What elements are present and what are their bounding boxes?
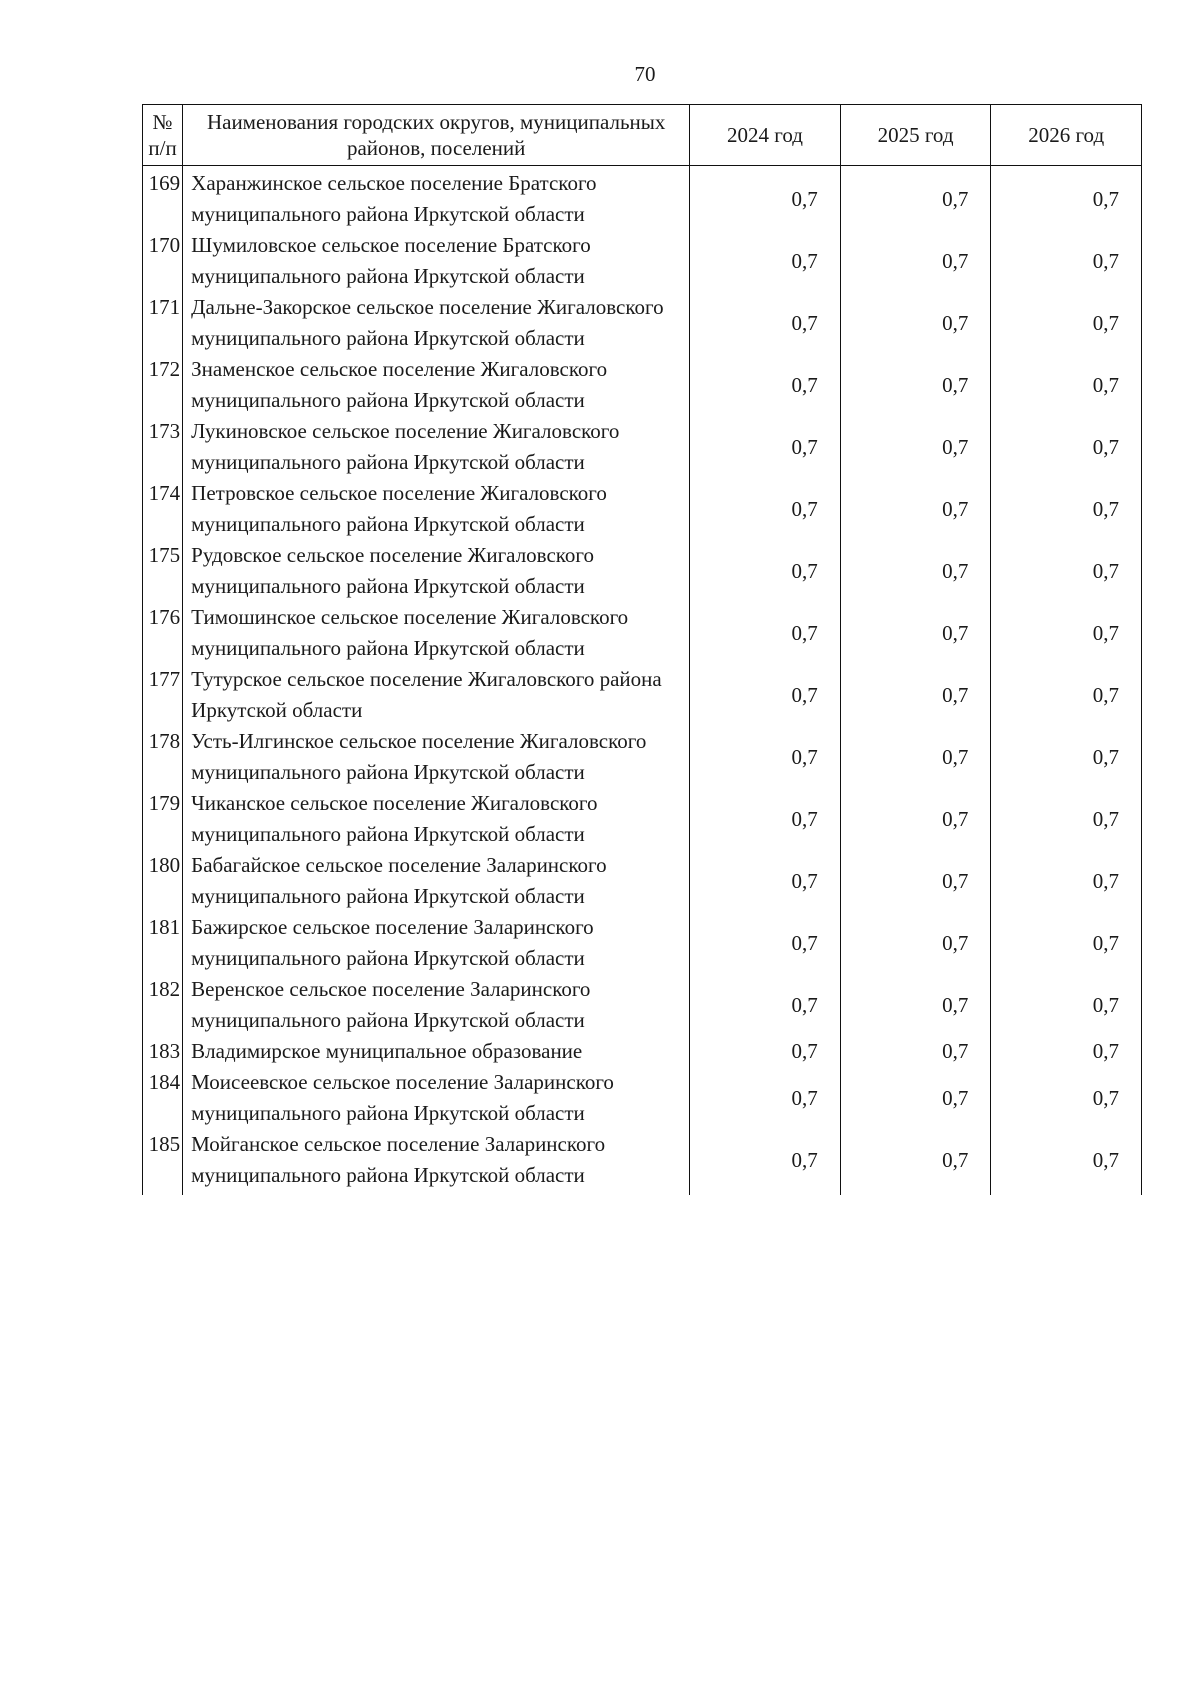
row-number: 182 bbox=[143, 974, 183, 1036]
row-name: Усть-Илгинское сельское поселение Жигаловского муниципального района Иркутской области bbox=[183, 726, 690, 788]
page-number: 70 bbox=[634, 62, 656, 86]
value-2026: 0,7 bbox=[991, 850, 1142, 912]
table-row bbox=[143, 912, 1142, 974]
table-row bbox=[143, 974, 1142, 1036]
row-number: 173 bbox=[143, 416, 183, 478]
value-2026: 0,7 bbox=[991, 230, 1142, 292]
value-2025: 0,7 bbox=[840, 788, 991, 850]
value-2026: 0,7 bbox=[991, 478, 1142, 540]
row-number: 178 bbox=[143, 726, 183, 788]
table-row bbox=[143, 850, 1142, 912]
row-name: Рудовское сельское поселение Жигаловского муниципального района Иркутской области bbox=[183, 540, 690, 602]
value-2025: 0,7 bbox=[840, 1036, 991, 1067]
value-2024: 0,7 bbox=[690, 166, 841, 231]
value-2024: 0,7 bbox=[690, 354, 841, 416]
row-name: Знаменское сельское поселение Жигаловского муниципального района Иркутской области bbox=[183, 354, 690, 416]
value-2024: 0,7 bbox=[690, 1067, 841, 1129]
row-name: Лукиновское сельское поселение Жигаловского муниципального района Иркутской области bbox=[183, 416, 690, 478]
row-number: 169 bbox=[143, 166, 183, 231]
row-name: Бажирское сельское поселение Заларинского муниципального района Иркутской области bbox=[183, 912, 690, 974]
value-2024: 0,7 bbox=[690, 1129, 841, 1195]
value-2026: 0,7 bbox=[991, 354, 1142, 416]
table-row bbox=[143, 416, 1142, 478]
value-2025: 0,7 bbox=[840, 726, 991, 788]
value-2025: 0,7 bbox=[840, 292, 991, 354]
table-row bbox=[143, 664, 1142, 726]
value-2024: 0,7 bbox=[690, 850, 841, 912]
value-2024: 0,7 bbox=[690, 912, 841, 974]
value-2025: 0,7 bbox=[840, 478, 991, 540]
row-number: 185 bbox=[143, 1129, 183, 1195]
value-2024: 0,7 bbox=[690, 602, 841, 664]
row-number: 172 bbox=[143, 354, 183, 416]
row-number: 183 bbox=[143, 1036, 183, 1067]
row-name: Моисеевское сельское поселение Заларинского муниципального района Иркутской области bbox=[183, 1067, 690, 1129]
row-name: Тимошинское сельское поселение Жигаловского муниципального района Иркутской области bbox=[183, 602, 690, 664]
row-name: Тутурское сельское поселение Жигаловского района Иркутской области bbox=[183, 664, 690, 726]
table-row bbox=[143, 478, 1142, 540]
value-2025: 0,7 bbox=[840, 974, 991, 1036]
row-name: Дальне-Закорское сельское поселение Жигаловского муниципального района Иркутской области bbox=[183, 292, 690, 354]
value-2026: 0,7 bbox=[991, 1067, 1142, 1129]
table-row bbox=[143, 540, 1142, 602]
value-2025: 0,7 bbox=[840, 354, 991, 416]
value-2025: 0,7 bbox=[840, 664, 991, 726]
row-name: Мойганское сельское поселение Заларинского муниципального района Иркутской области bbox=[183, 1129, 690, 1195]
value-2024: 0,7 bbox=[690, 292, 841, 354]
value-2026: 0,7 bbox=[991, 788, 1142, 850]
data-table bbox=[142, 104, 1142, 1195]
table-header-row bbox=[143, 105, 1142, 166]
value-2025: 0,7 bbox=[840, 912, 991, 974]
row-name: Чиканское сельское поселение Жигаловского муниципального района Иркутской области bbox=[183, 788, 690, 850]
value-2025: 0,7 bbox=[840, 850, 991, 912]
row-name: Шумиловское сельское поселение Братского муниципального района Иркутской области bbox=[183, 230, 690, 292]
table-row bbox=[143, 230, 1142, 292]
value-2024: 0,7 bbox=[690, 788, 841, 850]
table-row bbox=[143, 788, 1142, 850]
value-2025: 0,7 bbox=[840, 602, 991, 664]
table-row bbox=[143, 602, 1142, 664]
value-2024: 0,7 bbox=[690, 230, 841, 292]
value-2025: 0,7 bbox=[840, 166, 991, 231]
value-2026: 0,7 bbox=[991, 912, 1142, 974]
value-2026: 0,7 bbox=[991, 166, 1142, 231]
value-2024: 0,7 bbox=[690, 974, 841, 1036]
value-2026: 0,7 bbox=[991, 416, 1142, 478]
row-number: 175 bbox=[143, 540, 183, 602]
table-row bbox=[143, 726, 1142, 788]
value-2024: 0,7 bbox=[690, 540, 841, 602]
row-name: Веренское сельское поселение Заларинского муниципального района Иркутской области bbox=[183, 974, 690, 1036]
table-row bbox=[143, 166, 1142, 231]
row-number: 180 bbox=[143, 850, 183, 912]
value-2025: 0,7 bbox=[840, 1067, 991, 1129]
value-2025: 0,7 bbox=[840, 230, 991, 292]
value-2026: 0,7 bbox=[991, 726, 1142, 788]
row-name: Петровское сельское поселение Жигаловского муниципального района Иркутской области bbox=[183, 478, 690, 540]
table-row bbox=[143, 354, 1142, 416]
value-2026: 0,7 bbox=[991, 664, 1142, 726]
value-2026: 0,7 bbox=[991, 1129, 1142, 1195]
value-2026: 0,7 bbox=[991, 974, 1142, 1036]
value-2026: 0,7 bbox=[991, 1036, 1142, 1067]
row-number: 179 bbox=[143, 788, 183, 850]
value-2024: 0,7 bbox=[690, 726, 841, 788]
value-2026: 0,7 bbox=[991, 540, 1142, 602]
row-number: 177 bbox=[143, 664, 183, 726]
row-number: 171 bbox=[143, 292, 183, 354]
row-number: 184 bbox=[143, 1067, 183, 1129]
value-2024: 0,7 bbox=[690, 478, 841, 540]
value-2025: 0,7 bbox=[840, 1129, 991, 1195]
header-name: Наименования городских округов, муниципальных районов, поселений bbox=[183, 105, 690, 166]
row-name: Харанжинское сельское поселение Братского муниципального района Иркутской области bbox=[183, 166, 690, 231]
row-name: Бабагайское сельское поселение Заларинского муниципального района Иркутской области bbox=[183, 850, 690, 912]
value-2025: 0,7 bbox=[840, 540, 991, 602]
header-2024: 2024 год bbox=[690, 105, 841, 166]
table-row bbox=[143, 1036, 1142, 1067]
row-number: 174 bbox=[143, 478, 183, 540]
row-number: 181 bbox=[143, 912, 183, 974]
value-2025: 0,7 bbox=[840, 416, 991, 478]
value-2026: 0,7 bbox=[991, 602, 1142, 664]
row-name: Владимирское муниципальное образование bbox=[183, 1036, 690, 1067]
table-row bbox=[143, 292, 1142, 354]
value-2026: 0,7 bbox=[991, 292, 1142, 354]
header-2025: 2025 год bbox=[840, 105, 991, 166]
table-row bbox=[143, 1067, 1142, 1129]
value-2024: 0,7 bbox=[690, 664, 841, 726]
header-num: № п/п bbox=[143, 105, 183, 166]
table-row bbox=[143, 1129, 1142, 1195]
row-number: 176 bbox=[143, 602, 183, 664]
value-2024: 0,7 bbox=[690, 1036, 841, 1067]
header-2026: 2026 год bbox=[991, 105, 1142, 166]
value-2024: 0,7 bbox=[690, 416, 841, 478]
row-number: 170 bbox=[143, 230, 183, 292]
